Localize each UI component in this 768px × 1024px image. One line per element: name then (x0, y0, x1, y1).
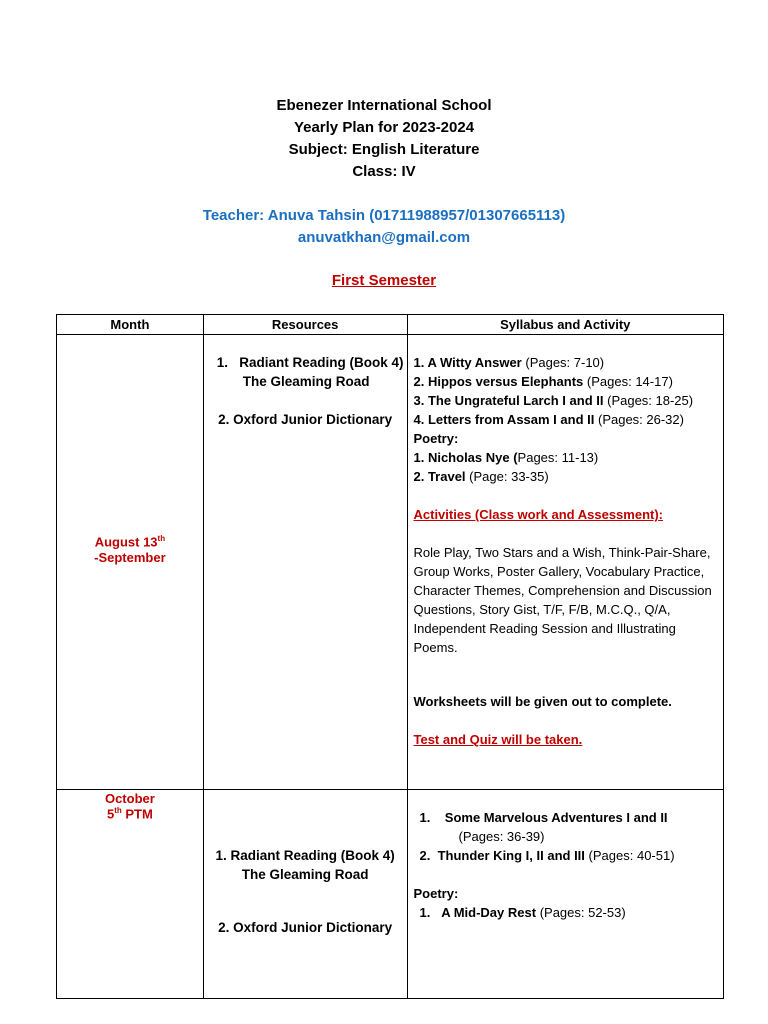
yearly-plan-table (56, 314, 724, 999)
poem-pages: (Pages: 52-53) (539, 905, 626, 920)
lesson-pages: (Pages: 18-25) (607, 393, 694, 408)
lesson-title: 4. Letters from Assam I and II (413, 412, 595, 427)
resources-cell (203, 335, 407, 790)
semester-title: First Semester (331, 272, 437, 289)
header-syllabus: Syllabus and Activity (407, 315, 724, 335)
lesson-pages: (Pages: 36-39) (458, 829, 545, 844)
teacher-email[interactable]: anuvatkhan@gmail.com (297, 229, 471, 246)
month-sup: th (157, 534, 166, 544)
poetry-label: Poetry: (413, 886, 459, 901)
lesson-title: Some Marvelous Adventures I and II (444, 810, 668, 825)
resource-2: 2. Oxford Junior Dictionary (218, 412, 393, 427)
teacher-line: Teacher: Anuva Tahsin (01711988957/01307665113) (202, 207, 566, 224)
lesson-pages: (Pages: 40-51) (588, 848, 675, 863)
poem-title: 1. Nicholas Nye ( (413, 450, 518, 465)
lesson-pages: (Pages: 14-17) (586, 374, 673, 389)
ptm-label: PTM (121, 806, 153, 822)
table-row (57, 335, 724, 790)
lesson-title: 2. Hippos versus Elephants (413, 374, 584, 389)
resource-1-title: Radiant Reading (Book 4) (239, 355, 404, 370)
resources-cell (203, 790, 407, 999)
test-note: Test and Quiz will be taken. (413, 732, 583, 747)
poem-title: A Mid-Day Rest (441, 905, 537, 920)
list-item (414, 391, 724, 410)
resource-2: 2. Oxford Junior Dictionary (218, 920, 393, 935)
lesson-title: 1. A Witty Answer (413, 355, 522, 370)
header-resources: Resources (203, 315, 407, 335)
header-month: Month (57, 315, 204, 335)
activities-title: Activities (Class work and Assessment): (413, 507, 663, 522)
lesson-num: 1. (419, 810, 431, 825)
syllabus-cell (407, 790, 724, 999)
poem-pages: Pages: 11-13) (517, 450, 599, 465)
list-item (414, 448, 724, 467)
list-item (414, 372, 724, 391)
table-row (57, 790, 724, 999)
plan-title: Yearly Plan for 2023-2024 (293, 119, 475, 136)
school-name: Ebenezer International School (276, 97, 492, 114)
lesson-pages: (Pages: 7-10) (525, 355, 605, 370)
table-header-row (57, 315, 724, 335)
list-item (420, 846, 724, 865)
month-cell (57, 335, 204, 790)
lesson-num: 2. (419, 848, 431, 863)
document-header (0, 95, 768, 183)
lesson-title: 3. The Ungrateful Larch I and II (413, 393, 604, 408)
list-item (420, 903, 724, 922)
month-start: October (104, 791, 155, 806)
poem-title: 2. Travel (413, 469, 466, 484)
resource-1-subtitle: The Gleaming Road (242, 374, 370, 389)
lesson-title: Thunder King I, II and III (437, 848, 585, 863)
ptm-day: 5 (106, 806, 115, 822)
poem-num: 1. (419, 905, 431, 920)
list-item (420, 808, 724, 827)
class-line: Class: IV (352, 163, 416, 180)
poem-pages: (Page: 33-35) (469, 469, 549, 484)
poetry-label: Poetry: (413, 431, 459, 446)
resource-1-title: 1. Radiant Reading (Book 4) (215, 848, 395, 863)
syllabus-cell (407, 335, 724, 790)
resource-1-subtitle: The Gleaming Road (241, 867, 369, 882)
month-cell (57, 790, 204, 999)
worksheets-note: Worksheets will be given out to complete. (413, 694, 672, 709)
activities-text: Role Play, Two Stars and a Wish, Think-Pair-Share, Group Works, Poster Gallery, Vocabulary Practice, Character Themes, Comprehension and Discussion Questions, Story Gist, T/F, F/B, M.C.Q., Q/A, Independent Reading Session and Illustrating Poems. (413, 545, 712, 655)
resource-1-num: 1. (216, 355, 229, 370)
month-start: August 13 (94, 534, 158, 550)
lesson-pages: (Pages: 26-32) (597, 412, 684, 427)
ptm-sup: th (114, 806, 122, 815)
list-item (414, 467, 724, 486)
teacher-info (0, 205, 768, 249)
month-end: -September (94, 549, 166, 565)
list-item (414, 353, 724, 372)
list-item (414, 410, 724, 429)
subject-line: Subject: English Literature (288, 141, 480, 158)
